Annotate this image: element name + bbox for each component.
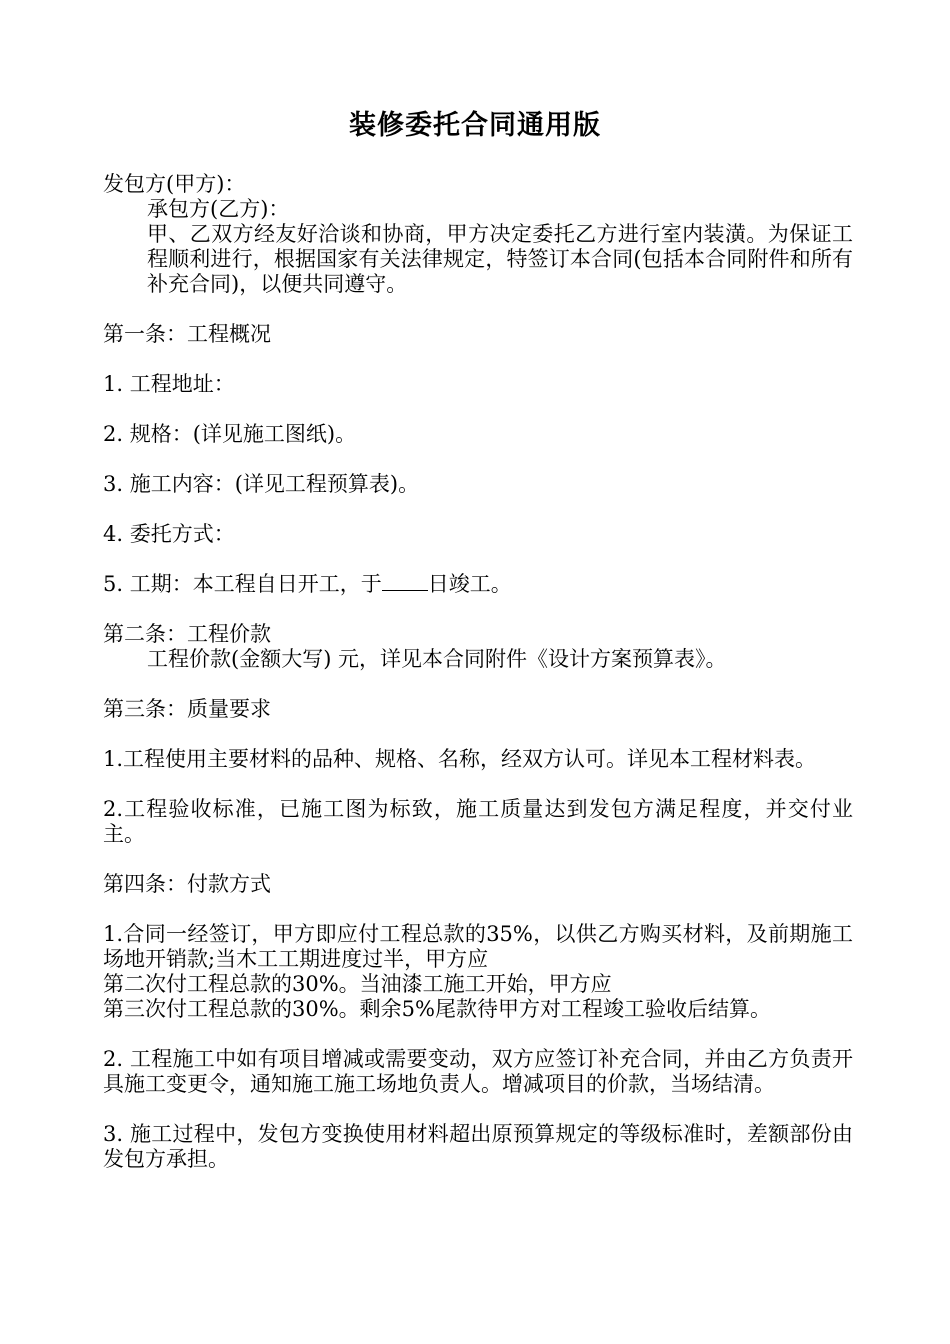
party-b-line: 承包方(乙方)： [147,197,290,221]
article3-heading: 第三条：质量要求 [103,697,271,721]
article4-item1-line1: 1.合同一经签订，甲方即应付工程总款的35%，以供乙方购买材料，及前期施工场地开销款;当木工工期进度过半，甲方应 [103,922,853,971]
article4-heading: 第四条：付款方式 [103,872,271,896]
article2-text: 工程价款(金额大写) 元，详见本合同附件《设计方案预算表》。 [147,647,727,671]
party-a-line: 发包方(甲方)： [103,172,246,196]
article4-item1-line2: 第二次付工程总款的30%。当油漆工施工开始，甲方应 [103,972,612,996]
article4-item3: 3. 施工过程中，发包方变换使用材料超出原预算规定的等级标准时，差额部份由发包方承担。 [103,1122,853,1171]
blank-underline [382,572,428,591]
document-title: 装修委托合同通用版 [349,110,601,141]
article1-item3: 3. 施工内容：(详见工程预算表)。 [103,472,420,496]
article1-item2: 2. 规格：(详见施工图纸)。 [103,422,357,446]
article1-heading: 第一条：工程概况 [103,322,271,346]
article1-item5 [103,572,853,597]
intro-paragraph: 甲、乙双方经友好洽谈和协商，甲方决定委托乙方进行室内装潢。为保证工程顺利进行，根据国家有关法律规定，特签订本合同(包括本合同附件和所有补充合同)，以便共同遵守。 [147,222,853,296]
article1-item4: 4. 委托方式： [103,522,235,546]
article1-item1: 1. 工程地址： [103,372,235,396]
article4-item2: 2. 工程施工中如有项目增减或需要变动，双方应签订补充合同，并由乙方负责开具施工变更令，通知施工施工场地负责人。增减项目的价款，当场结清。 [103,1047,853,1096]
article3-item2: 2.工程验收标准，已施工图为标致，施工质量达到发包方满足程度，并交付业主。 [103,797,853,846]
article1-item5-post: 日竣工。 [427,572,512,596]
document-body [103,172,853,1172]
article3-item1: 1.工程使用主要材料的品种、规格、名称，经双方认可。详见本工程材料表。 [103,747,817,771]
article2-heading: 第二条：工程价款 [103,622,271,646]
article1-item5-pre: 5. 工期：本工程自日开工，于 [103,572,382,596]
article4-item1-line3: 第三次付工程总款的30%。剩余5%尾款待甲方对工程竣工验收后结算。 [103,997,771,1021]
